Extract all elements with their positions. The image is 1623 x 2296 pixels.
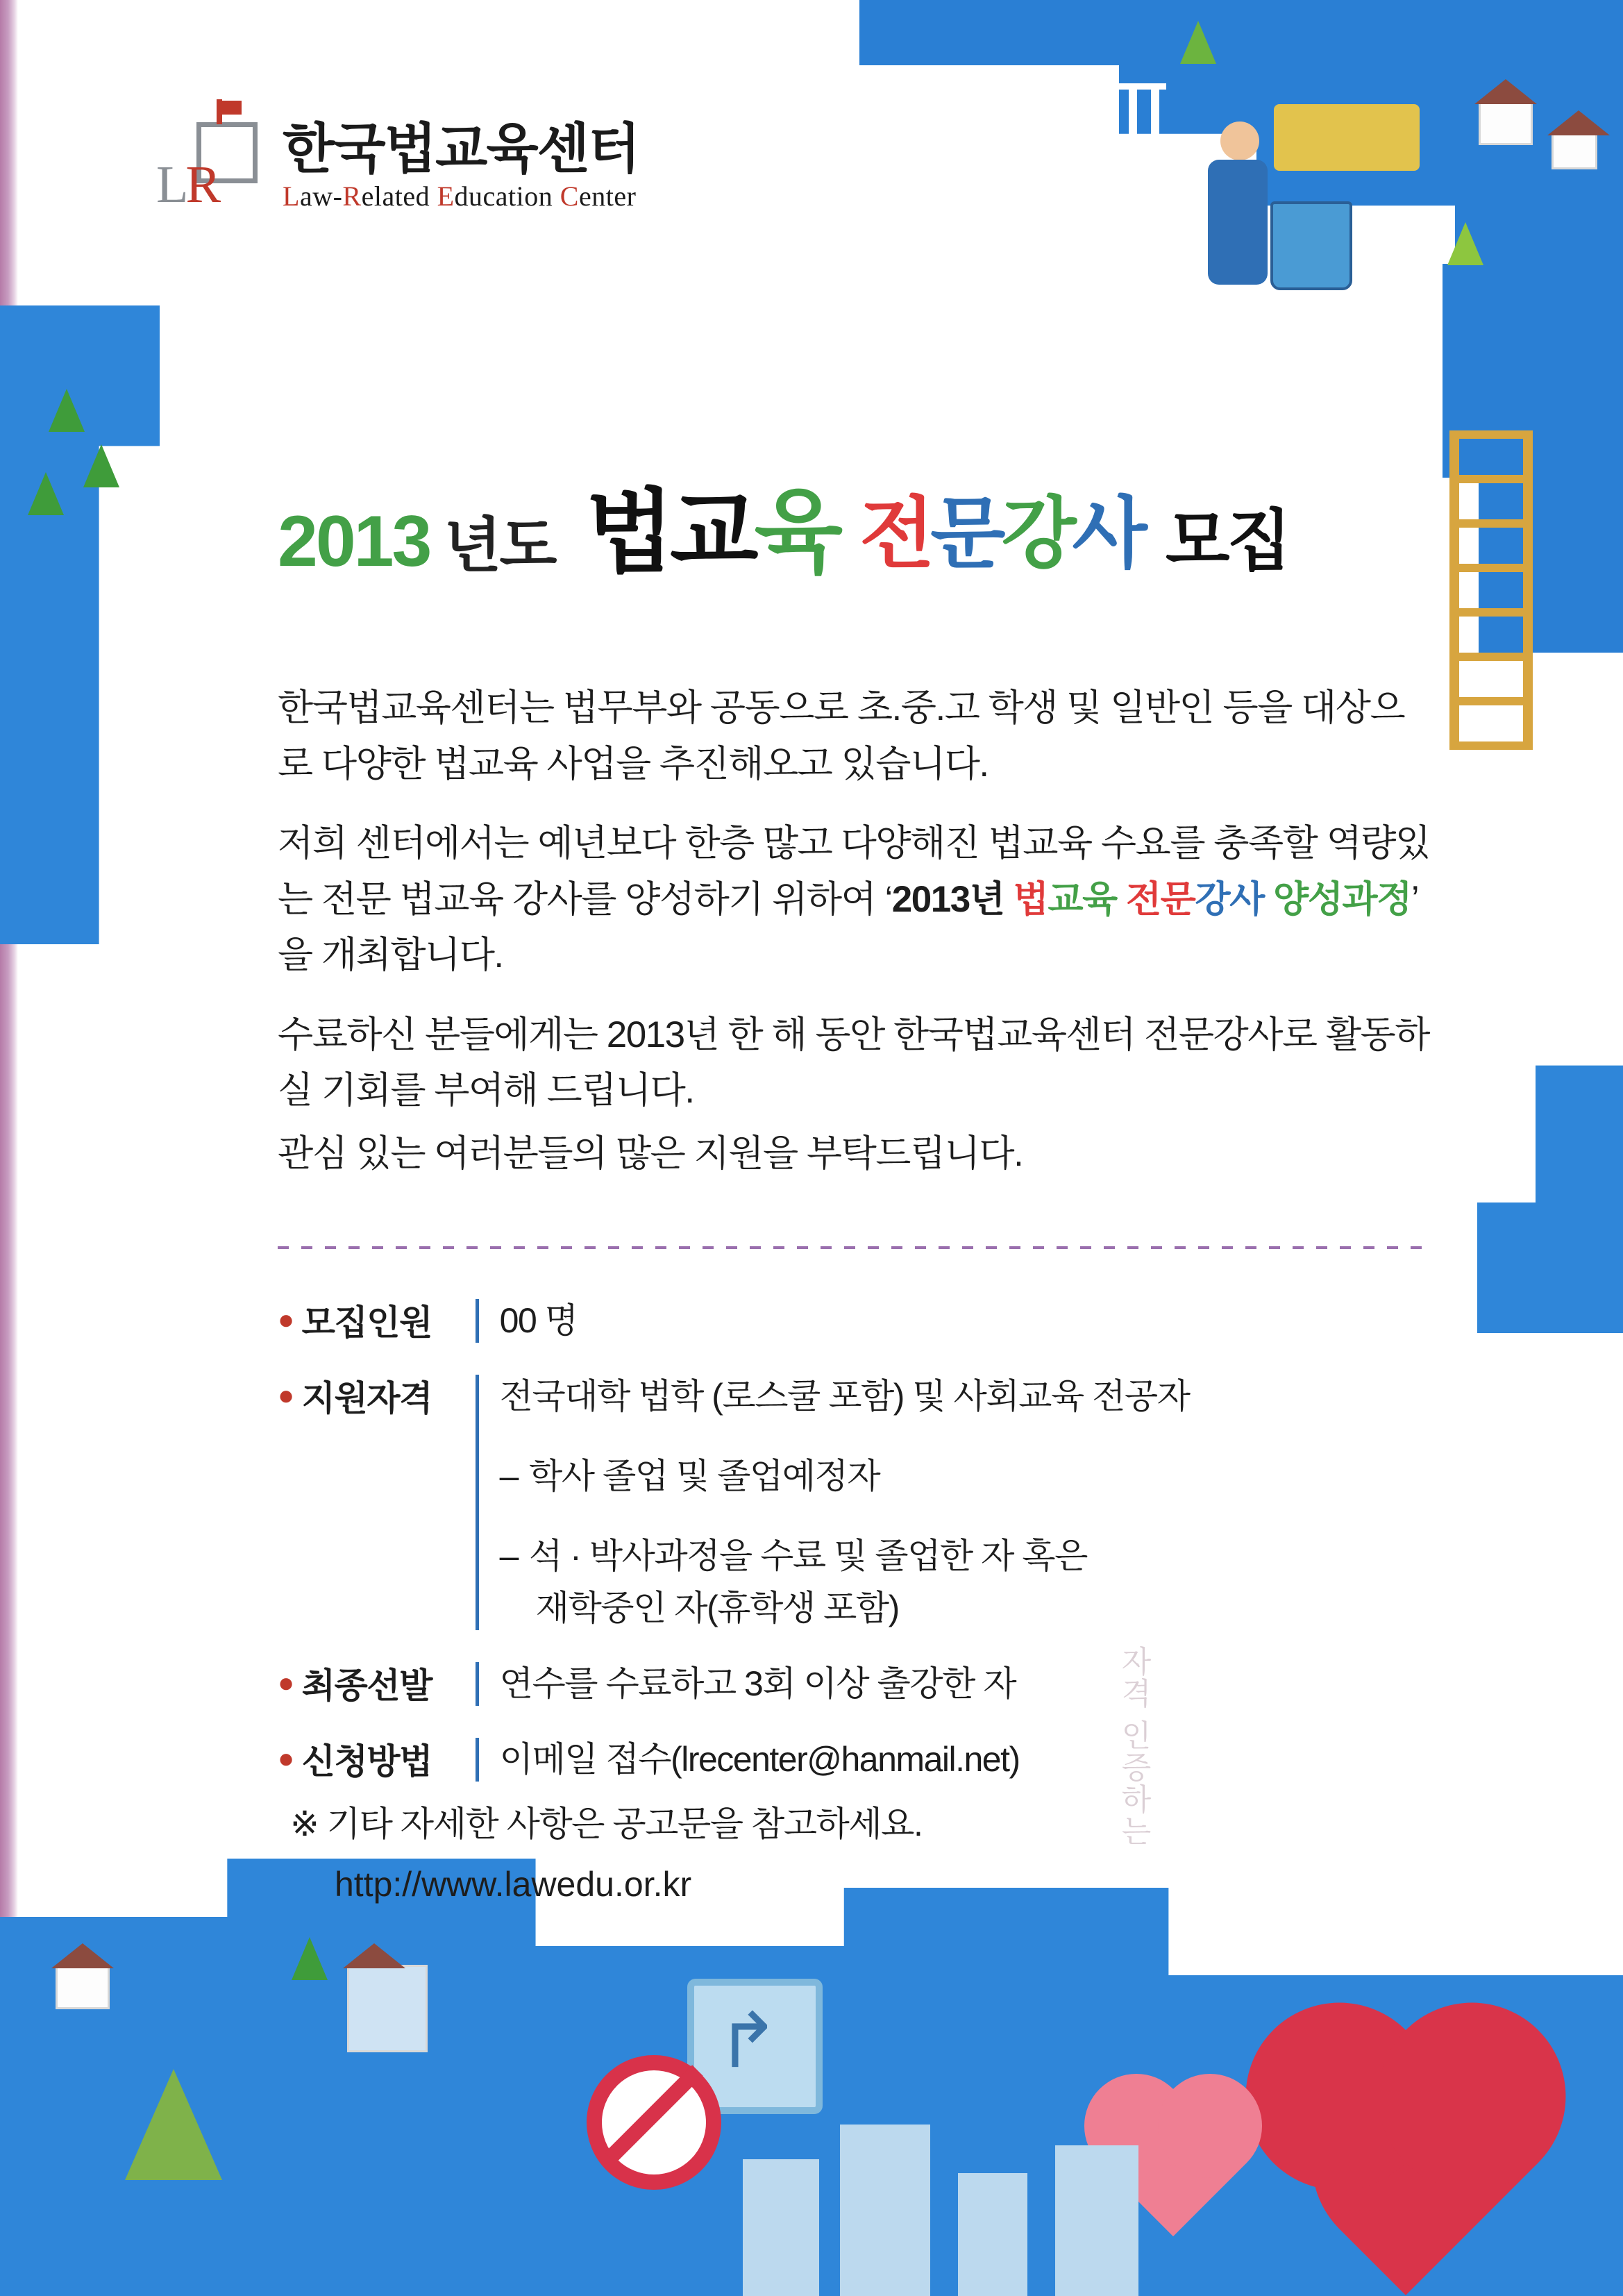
title-year-suffix: 년도 bbox=[444, 512, 555, 579]
bullet-icon: ● bbox=[278, 1668, 294, 1698]
house-illustration-top-2 bbox=[1551, 132, 1597, 169]
eligibility-main: 전국대학 법학 (로스쿨 포함) 및 사회교육 전공자 bbox=[499, 1377, 1190, 1416]
tree-illustration-top-1 bbox=[1180, 21, 1216, 64]
paragraph-2-em-gangsa: 강사 bbox=[1195, 878, 1264, 920]
dash-icon: – bbox=[499, 1536, 518, 1575]
details-list bbox=[278, 1295, 1444, 1809]
bullet-icon: ● bbox=[278, 1380, 294, 1411]
title-professional-char-1: 전 bbox=[859, 490, 931, 577]
eligibility-sub-1-text: 학사 졸업 및 졸업예정자 bbox=[528, 1457, 880, 1495]
title-brush-char-3: 육 bbox=[754, 481, 839, 583]
title-brush-char-1: 법 bbox=[585, 481, 671, 583]
turn-right-arrow-icon: ↱ bbox=[716, 1998, 780, 2084]
building-illustration-1 bbox=[743, 2159, 819, 2296]
title-professional-char-2: 문 bbox=[930, 490, 1002, 577]
eligibility-sub-2-cont: 재학중인 자(휴학생 포함) bbox=[535, 1589, 899, 1627]
page-title bbox=[278, 451, 1458, 583]
paragraph-2-em-beop: 법 bbox=[1013, 878, 1048, 920]
tree-illustration-bottom-2 bbox=[125, 2069, 222, 2180]
detail-label-headcount: 모집인원 bbox=[301, 1303, 432, 1342]
paragraph-1: 한국법교육센터는 법무부와 공동으로 초.중.고 학생 및 일반인 등을 대상으로 다양한 법교육 사업을 추진해오고 있습니다. bbox=[278, 687, 1405, 785]
detail-value-headcount: 00 명 bbox=[499, 1301, 578, 1340]
detail-row-final-selection bbox=[278, 1658, 1444, 1710]
bullet-icon: ● bbox=[278, 1305, 294, 1335]
title-recruit: 모집 bbox=[1165, 504, 1289, 578]
right-middle-blue-shape bbox=[1477, 1007, 1623, 1333]
logo-name-korean: 한국법교육센터 bbox=[283, 117, 639, 179]
detail-separator-bar bbox=[476, 1662, 479, 1706]
detail-value-application-method: 이메일 접수(lrecenter@hanmail.net) bbox=[499, 1740, 1020, 1779]
logo-name-english: Law-Related Education Center bbox=[283, 181, 637, 212]
footnote bbox=[290, 1798, 922, 1911]
detail-label-application-method: 신청방법 bbox=[301, 1742, 432, 1781]
tree-illustration-bottom-1 bbox=[292, 1937, 328, 1980]
detail-value-eligibility bbox=[500, 1371, 1444, 1634]
bullet-icon: ● bbox=[278, 1743, 294, 1774]
detail-row-eligibility bbox=[278, 1371, 1444, 1634]
child-body-illustration bbox=[1208, 160, 1268, 285]
recycle-bin-illustration bbox=[1270, 201, 1352, 290]
organization-logo bbox=[156, 118, 639, 215]
title-year: 2013 bbox=[278, 501, 430, 582]
title-brush-char-2: 교 bbox=[670, 481, 755, 583]
paragraph-2-em-jeonmun: 전문 bbox=[1125, 878, 1195, 920]
detail-separator-bar bbox=[476, 1738, 479, 1782]
paragraph-2-em-year: 2013년 bbox=[891, 878, 1004, 920]
house-illustration-bottom-2 bbox=[347, 1965, 428, 2052]
fence-illustration bbox=[1062, 83, 1166, 141]
tree-illustration-left-1 bbox=[49, 389, 85, 432]
title-brush-text bbox=[586, 458, 839, 590]
house-illustration-top-1 bbox=[1479, 101, 1533, 145]
building-illustration-2 bbox=[840, 2125, 930, 2296]
detail-value-final-selection: 연수를 수료하고 3회 이상 출강한 자 bbox=[499, 1664, 1016, 1703]
detail-row-headcount bbox=[278, 1295, 1444, 1347]
detail-separator-bar bbox=[476, 1375, 479, 1630]
paragraph-2-tail: ’ 을 개최합니다. bbox=[278, 878, 1418, 976]
footnote-text: ※ 기타 자세한 사항은 공고문을 참고하세요. bbox=[290, 1804, 923, 1843]
tree-illustration-left-2 bbox=[83, 444, 119, 487]
title-professional-char-4: 사 bbox=[1072, 490, 1143, 577]
no-entry-sign-icon bbox=[587, 2055, 721, 2190]
detail-label-final-selection: 최종선발 bbox=[301, 1666, 432, 1705]
tree-illustration-left-3 bbox=[28, 472, 64, 515]
paragraph-2-lead: 저희 센터에서는 예년보다 한층 많고 다양해진 법교육 수요를 충족할 역량있는 전문 법교육 강사를 양성하기 위하여 ‘ bbox=[278, 823, 1430, 920]
logo-lr-letters: LR bbox=[156, 156, 219, 214]
website-url[interactable]: http://www.lawedu.or.kr bbox=[335, 1865, 692, 1904]
paragraph-4: 관심 있는 여러분들의 많은 지원을 부탁드립니다. bbox=[278, 1132, 1023, 1174]
house-illustration-bottom-1 bbox=[56, 1965, 110, 2009]
building-illustration-3 bbox=[958, 2173, 1027, 2296]
background-watermark-text: 자격 인증하는 bbox=[1116, 1645, 1150, 1847]
intro-paragraphs bbox=[278, 680, 1430, 1205]
title-professional-char-3: 강 bbox=[1001, 490, 1073, 577]
paragraph-2 bbox=[278, 816, 1430, 984]
tree-illustration-top-2 bbox=[1447, 222, 1483, 265]
detail-row-application-method bbox=[278, 1734, 1444, 1786]
eligibility-sub-1 bbox=[500, 1450, 1444, 1502]
building-illustration-4 bbox=[1055, 2145, 1138, 2296]
dotted-divider bbox=[278, 1246, 1430, 1249]
paragraph-3: 수료하신 분들에게는 2013년 한 해 동안 한국법교육센터 전문강사로 활동하실 기회를 부여해 드립니다. bbox=[278, 1014, 1429, 1112]
eligibility-sub-2-text: 석 · 박사과정을 수료 및 졸업한 자 혹은 bbox=[528, 1536, 1087, 1575]
paragraph-2-em-gyoyuk: 교육 bbox=[1048, 878, 1117, 920]
title-professional bbox=[859, 471, 1143, 583]
bench-illustration bbox=[1274, 104, 1420, 171]
detail-label-eligibility: 지원자격 bbox=[301, 1379, 432, 1418]
eligibility-sub-2 bbox=[500, 1530, 1444, 1634]
paragraph-2-em-course: 양성과정 bbox=[1273, 878, 1411, 920]
ladder-illustration bbox=[1449, 430, 1533, 750]
child-head-illustration bbox=[1220, 121, 1259, 160]
logo-mark-icon bbox=[156, 118, 267, 215]
detail-separator-bar bbox=[476, 1299, 479, 1343]
dash-icon: – bbox=[499, 1457, 518, 1495]
